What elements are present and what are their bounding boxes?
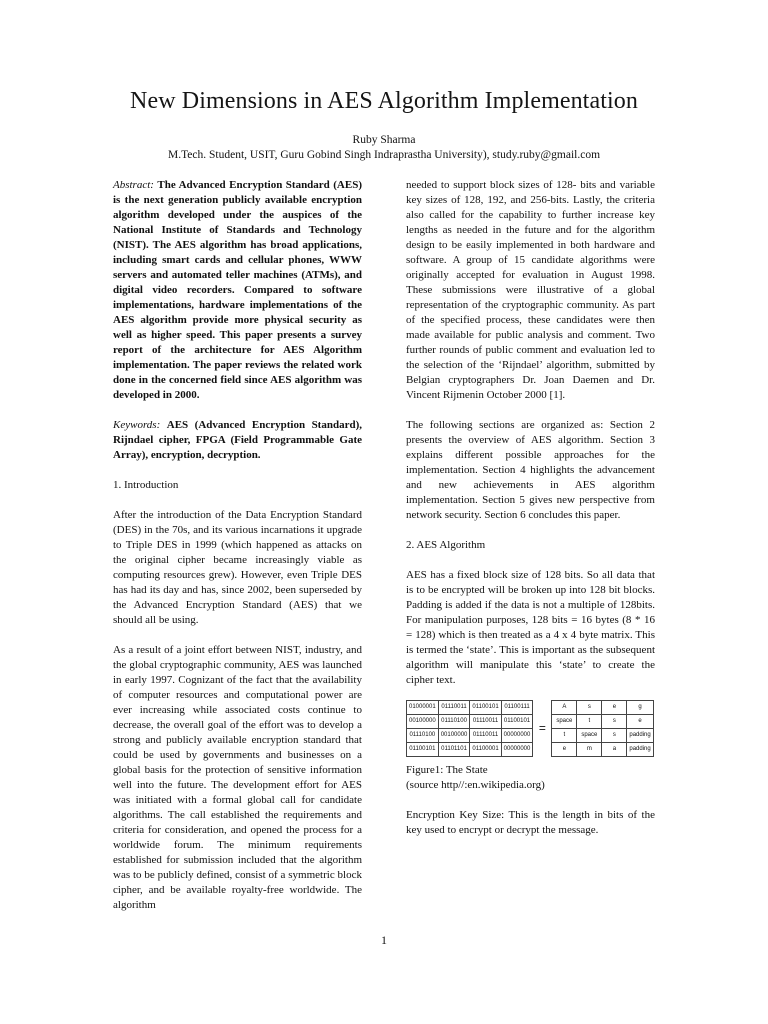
chars-row <box>552 715 653 729</box>
state-figure <box>406 700 655 757</box>
intro-paragraph-2: As a result of a joint effort between NIST, industry, and the global cryptographic community, AES was launched in early 1997. Cognizant of the fact that the availability of computer resources and computational power are ever increasing while associated costs continue to decrease, the overall goal of the effort was to develop a strong and publicly available encryption standard that could be used by governments and businesses on a global basis for the protection of sensitive information well into the future. The development effort for AES was initiated with a formal global call for candidate algorithms. The call established the requirements and criteria for consideration, and opened the process for a worldwide forum. The minimum requirements established for submission included that the algorithm was to be publicly defined, consist of a symmetric block cipher, and be available royalty-free worldwide. The algorithm <box>113 644 362 911</box>
chars-row <box>552 729 653 743</box>
keywords-label: Keywords: <box>113 419 161 431</box>
author-name: Ruby Sharma <box>352 134 416 146</box>
right-column <box>406 178 655 853</box>
left-column <box>113 178 362 928</box>
chars-cell: t <box>552 729 577 743</box>
aes-paragraph-1: AES has a fixed block size of 128 bits. So all data that is to be encrypted will be broken up into 128 bit blocks. Padding is added if the data is not a multiple of 128bits. For manipulation purposes, 128 bits = 16 bytes (8 * 16 = 128) which is then treated as a 4 x 4 byte matrix. This is termed the ‘state’. This is important as the subsequent algorithm will manipulate this ‘state’ to create the cipher text. <box>406 569 655 686</box>
bits-cell: 01100001 <box>470 743 501 757</box>
chars-cell: padding <box>627 729 653 743</box>
bits-cell: 01101101 <box>438 743 470 757</box>
chars-cell: e <box>552 743 577 757</box>
keywords-text: AES (Advanced Encryption Standard), Rijndael cipher, FPGA (Field Programmable Gate Array), encryption, decryption. <box>113 419 362 461</box>
bits-cell: 00000000 <box>501 729 533 743</box>
intro-paragraph-3: needed to support block sizes of 128- bits and variable key sizes of 128, 192, and 256-bits. Lastly, the criteria also called for the capability to further increase key lengths as needed in the future and for the algorithm design to be easily implemented in both hardware and software. A group of 15 candidate algorithms were originally accepted for evaluation in August 1998. These submissions were illustrative of a global representation of the cryptographic community. As part of the specified process, these candidates were then made available for public analysis and comment. Two further rounds of public comment and evaluation led to the selection of the ‘Rijndael’ algorithm, submitted by Belgian cryptographers Dr. Joan Daemen and Dr. Vincent Rijmenin October 2000 [1]. <box>406 179 655 401</box>
chars-cell: space <box>577 729 602 743</box>
equals-sign: = <box>538 721 546 735</box>
chars-cell: e <box>627 715 653 729</box>
state-bits-matrix <box>406 700 533 757</box>
page-number: 1 <box>381 933 387 947</box>
chars-cell: s <box>602 715 627 729</box>
chars-cell: a <box>602 743 627 757</box>
key-size-paragraph: Encryption Key Size: This is the length in bits of the key used to encrypt or decrypt the message. <box>406 809 655 836</box>
bits-cell: 01110100 <box>438 715 470 729</box>
section-heading-aes: 2. AES Algorithm <box>406 539 486 551</box>
section-heading-introduction: 1. Introduction <box>113 479 179 491</box>
bits-cell: 01110100 <box>407 729 439 743</box>
bits-cell: 01110011 <box>438 701 470 715</box>
figure-caption-title: Figure1: The State <box>406 764 488 776</box>
bits-cell: 01110011 <box>470 715 501 729</box>
abstract-text: The Advanced Encryption Standard (AES) is the next generation publicly available encryption algorithm developed under the auspices of the National Institute of Standards and Technology (NIST). The AES algorithm has broad applications, including smart cards and cellular phones, WWW servers and automated teller machines (ATMs), and digital video recorders. Compared to software implementations, hardware implementations of the AES algorithm provide more physical security as well as higher speed. This paper presents a survey report of the architecture for AES Algorithm implementation. The paper reviews the related work done in the concerned field since AES algorithm was developed in 2000. <box>113 179 362 401</box>
bits-cell: 01100101 <box>470 701 501 715</box>
bits-cell: 01100101 <box>501 715 533 729</box>
state-chars-matrix <box>551 700 653 757</box>
bits-cell: 01100111 <box>501 701 533 715</box>
abstract-label: Abstract: <box>113 179 154 191</box>
bits-row <box>407 701 533 715</box>
chars-cell: e <box>602 701 627 715</box>
bits-cell: 01000001 <box>407 701 439 715</box>
chars-cell: g <box>627 701 653 715</box>
chars-row <box>552 743 653 757</box>
bits-row <box>407 743 533 757</box>
figure-caption-source: (source http//:en.wikipedia.org) <box>406 779 545 791</box>
chars-cell: padding <box>627 743 653 757</box>
keywords <box>113 418 362 463</box>
bits-cell: 01100101 <box>407 743 439 757</box>
figure-caption <box>406 763 655 793</box>
paper-title: New Dimensions in AES Algorithm Implementation <box>130 88 638 114</box>
bits-cell: 00100000 <box>407 715 439 729</box>
bits-cell: 00000000 <box>501 743 533 757</box>
chars-cell: m <box>577 743 602 757</box>
abstract <box>113 178 362 403</box>
bits-row <box>407 729 533 743</box>
intro-paragraph-1: After the introduction of the Data Encryption Standard (DES) in the 70s, and its various incarnations it upgrade to Triple DES in 1999 (which happened as attacks on the original cipher became increasingly viable as computing resources grew). However, even Triple DES has had its day and has, since 2002, been superseded by the Advanced Encryption Standard (AES) that we should all be using. <box>113 509 362 626</box>
bits-cell: 01110011 <box>470 729 501 743</box>
chars-cell: t <box>577 715 602 729</box>
bits-row <box>407 715 533 729</box>
intro-paragraph-4: The following sections are organized as: Section 2 presents the overview of AES algorithm. Section 3 explains different possible approaches for the implementation. Section 4 highlights the advancement and new achievements in AES algorithm implementation. Section 5 gives new perspective from network security. Section 6 concludes this paper. <box>406 419 655 521</box>
chars-cell: s <box>602 729 627 743</box>
chars-row <box>552 701 653 715</box>
chars-cell: space <box>552 715 577 729</box>
chars-cell: s <box>577 701 602 715</box>
author-affiliation: M.Tech. Student, USIT, Guru Gobind Singh Indraprastha University), study.ruby@gmail.com <box>167 149 601 161</box>
bits-cell: 00100000 <box>438 729 470 743</box>
chars-cell: A <box>552 701 577 715</box>
